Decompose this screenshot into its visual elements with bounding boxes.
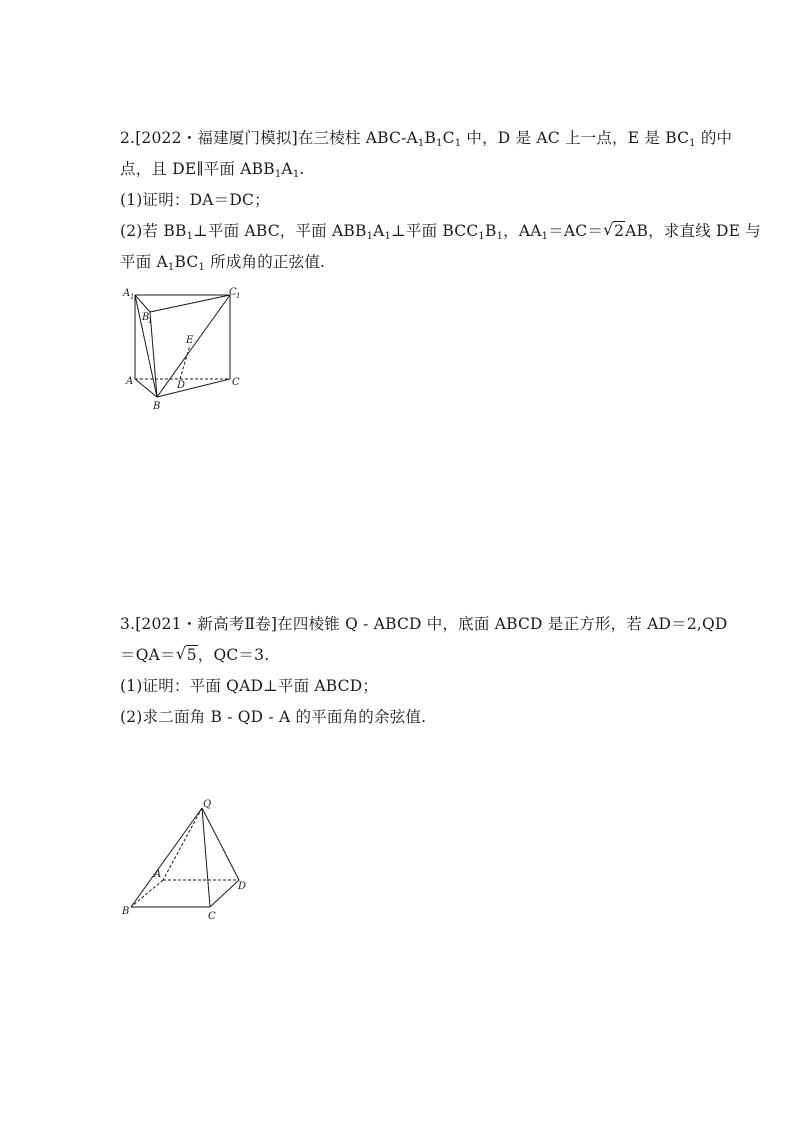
label-C1: C bbox=[229, 287, 237, 298]
label-A1-sub: 1 bbox=[130, 293, 135, 301]
p2-text: ⊥平面 BCC bbox=[391, 222, 479, 240]
problem2-line5 bbox=[120, 252, 700, 272]
label-B: B bbox=[153, 401, 161, 412]
pyramid-figure bbox=[118, 795, 258, 925]
subscript: 1 bbox=[478, 231, 485, 242]
p3-text: 3.[2021・新高考Ⅱ卷]在四棱锥 Q - ABCD 中，底面 ABCD 是正方形，若 AD＝2,QD bbox=[120, 615, 728, 633]
label-A: A bbox=[126, 376, 134, 387]
p2-text: . bbox=[299, 160, 305, 178]
label-A1: A bbox=[123, 288, 131, 299]
p2-text: BC bbox=[174, 253, 199, 271]
label-A: A bbox=[154, 869, 162, 880]
p2-text: A bbox=[281, 160, 293, 178]
sqrt-symbol: √ 2 bbox=[603, 220, 625, 240]
problem2-line1 bbox=[120, 128, 733, 149]
subscript: 1 bbox=[198, 262, 205, 273]
p2-text: 所成角的正弦值. bbox=[205, 253, 326, 271]
p3-text: ＝QA＝ bbox=[120, 646, 176, 664]
subscript: 1 bbox=[292, 169, 300, 180]
prism-figure bbox=[118, 283, 248, 413]
problem2-line2 bbox=[120, 159, 700, 179]
label-B1: B bbox=[142, 312, 150, 323]
p2-text: 中，D 是 AC 上一点，E 是 BC bbox=[461, 129, 690, 147]
p2-text: ，AA bbox=[503, 222, 542, 240]
p2-text: C bbox=[442, 129, 455, 147]
subscript: 1 bbox=[417, 138, 425, 149]
label-C1-sub: 1 bbox=[236, 292, 241, 300]
problem3-line1 bbox=[120, 614, 728, 634]
subscript: 1 bbox=[454, 138, 462, 149]
p2-part1: (1)证明：DA＝DC； bbox=[120, 191, 270, 209]
subscript: 1 bbox=[384, 231, 392, 242]
subscript: 1 bbox=[186, 231, 194, 242]
p2-text: A bbox=[373, 222, 385, 240]
subscript: 1 bbox=[167, 262, 175, 273]
subscript: 1 bbox=[689, 138, 696, 149]
label-C: C bbox=[208, 911, 216, 922]
sqrt-symbol: √ 5 bbox=[175, 644, 197, 664]
subscript: 1 bbox=[274, 169, 282, 180]
label-B1-sub: 1 bbox=[148, 317, 153, 325]
label-B: B bbox=[122, 906, 130, 917]
label-C: C bbox=[232, 377, 240, 388]
p2-text: B bbox=[484, 222, 497, 240]
p2-text: ⊥平面 ABC，平面 ABB bbox=[193, 222, 367, 240]
radicand: 2 bbox=[614, 222, 625, 240]
p2-text: B bbox=[424, 129, 437, 147]
label-Q: Q bbox=[203, 799, 212, 810]
label-D: D bbox=[238, 881, 247, 892]
problem2-line4 bbox=[120, 220, 762, 242]
subscript: 1 bbox=[366, 231, 374, 242]
p2-text: ＝AC＝ bbox=[548, 222, 604, 240]
p2-text: 点，且 DE∥平面 ABB bbox=[120, 160, 275, 178]
p3-part1: (1)证明：平面 QAD⊥平面 ABCD； bbox=[120, 677, 379, 695]
subscript: 1 bbox=[436, 138, 443, 149]
p3-text: ，QC＝3. bbox=[197, 646, 270, 664]
p3-part2: (2)求二面角 B - QD - A 的平面角的余弦值. bbox=[120, 708, 427, 726]
subscript: 1 bbox=[496, 231, 504, 242]
p2-text: AB，求直线 DE 与 bbox=[625, 222, 762, 240]
subscript: 1 bbox=[541, 231, 549, 242]
radicand: 5 bbox=[186, 646, 197, 664]
label-D: D bbox=[177, 380, 186, 391]
problem3-line4 bbox=[120, 707, 700, 727]
label-E: E bbox=[186, 335, 194, 346]
p2-text: 的中 bbox=[695, 129, 733, 147]
problem3-line3 bbox=[120, 676, 700, 696]
p2-text: (2)若 BB bbox=[120, 222, 187, 240]
p2-text: 平面 A bbox=[120, 253, 168, 271]
p2-text: 2.[2022・福建厦门模拟]在三棱柱 ABC-A bbox=[120, 129, 418, 147]
problem3-line2 bbox=[120, 645, 700, 665]
problem2-line3 bbox=[120, 190, 700, 210]
